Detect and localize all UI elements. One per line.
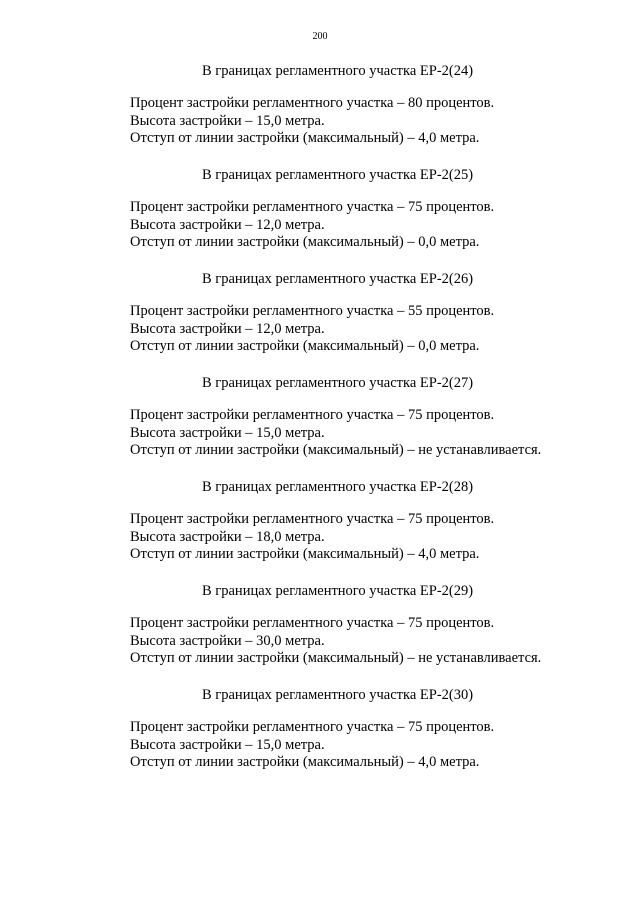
section-ep-2-24	[130, 62, 590, 166]
building-height-line: Высота застройки – 12,0 метра.	[130, 320, 325, 337]
setback-line: Отступ от линии застройки (максимальный) – 4,0 метра.	[130, 130, 480, 146]
section-heading: В границах регламентного участка ЕР-2(26)	[202, 271, 474, 287]
building-height-line: Высота застройки – 15,0 метра.	[130, 736, 325, 753]
document-body	[130, 62, 590, 790]
building-percentage-line: Процент застройки регламентного участка – 55 процентов.	[130, 303, 495, 319]
section-lines	[130, 303, 590, 356]
building-height-line: Высота застройки – 18,0 метра.	[130, 528, 325, 545]
building-height-line: Высота застройки – 12,0 метра.	[130, 216, 325, 233]
section-heading: В границах регламентного участка ЕР-2(30)	[202, 687, 474, 703]
section-lines	[130, 95, 590, 148]
section-heading: В границах регламентного участка ЕР-2(24)	[202, 63, 474, 79]
section-ep-2-30	[130, 686, 590, 790]
setback-line: Отступ от линии застройки (максимальный) – 0,0 метра.	[130, 338, 480, 354]
setback-line: Отступ от линии застройки (максимальный) – 4,0 метра.	[130, 754, 480, 770]
building-percentage-line: Процент застройки регламентного участка – 75 процентов.	[130, 511, 495, 527]
building-height-line: Высота застройки – 15,0 метра.	[130, 424, 325, 441]
section-ep-2-27	[130, 374, 590, 478]
setback-line: Отступ от линии застройки (максимальный) – 0,0 метра.	[130, 234, 480, 250]
building-percentage-line: Процент застройки регламентного участка – 75 процентов.	[130, 615, 495, 631]
building-percentage-line: Процент застройки регламентного участка – 75 процентов.	[130, 719, 495, 735]
building-percentage-line: Процент застройки регламентного участка – 80 процентов.	[130, 95, 495, 111]
section-lines	[130, 511, 590, 564]
building-height-line: Высота застройки – 15,0 метра.	[130, 112, 325, 129]
section-heading: В границах регламентного участка ЕР-2(27)	[202, 375, 474, 391]
section-heading: В границах регламентного участка ЕР-2(28)	[202, 479, 474, 495]
section-lines	[130, 199, 590, 252]
setback-line: Отступ от линии застройки (максимальный) – не устанавливается.	[130, 442, 542, 458]
section-ep-2-26	[130, 270, 590, 374]
section-lines	[130, 407, 590, 460]
section-ep-2-25	[130, 166, 590, 270]
section-lines	[130, 719, 590, 772]
section-heading: В границах регламентного участка ЕР-2(29)	[202, 583, 474, 599]
setback-line: Отступ от линии застройки (максимальный) – не устанавливается.	[130, 650, 542, 666]
section-ep-2-28	[130, 478, 590, 582]
building-height-line: Высота застройки – 30,0 метра.	[130, 632, 325, 649]
section-heading: В границах регламентного участка ЕР-2(25)	[202, 167, 474, 183]
section-ep-2-29	[130, 582, 590, 686]
page-number: 200	[312, 31, 328, 42]
section-lines	[130, 615, 590, 668]
building-percentage-line: Процент застройки регламентного участка – 75 процентов.	[130, 407, 495, 423]
setback-line: Отступ от линии застройки (максимальный) – 4,0 метра.	[130, 546, 480, 562]
building-percentage-line: Процент застройки регламентного участка – 75 процентов.	[130, 199, 495, 215]
